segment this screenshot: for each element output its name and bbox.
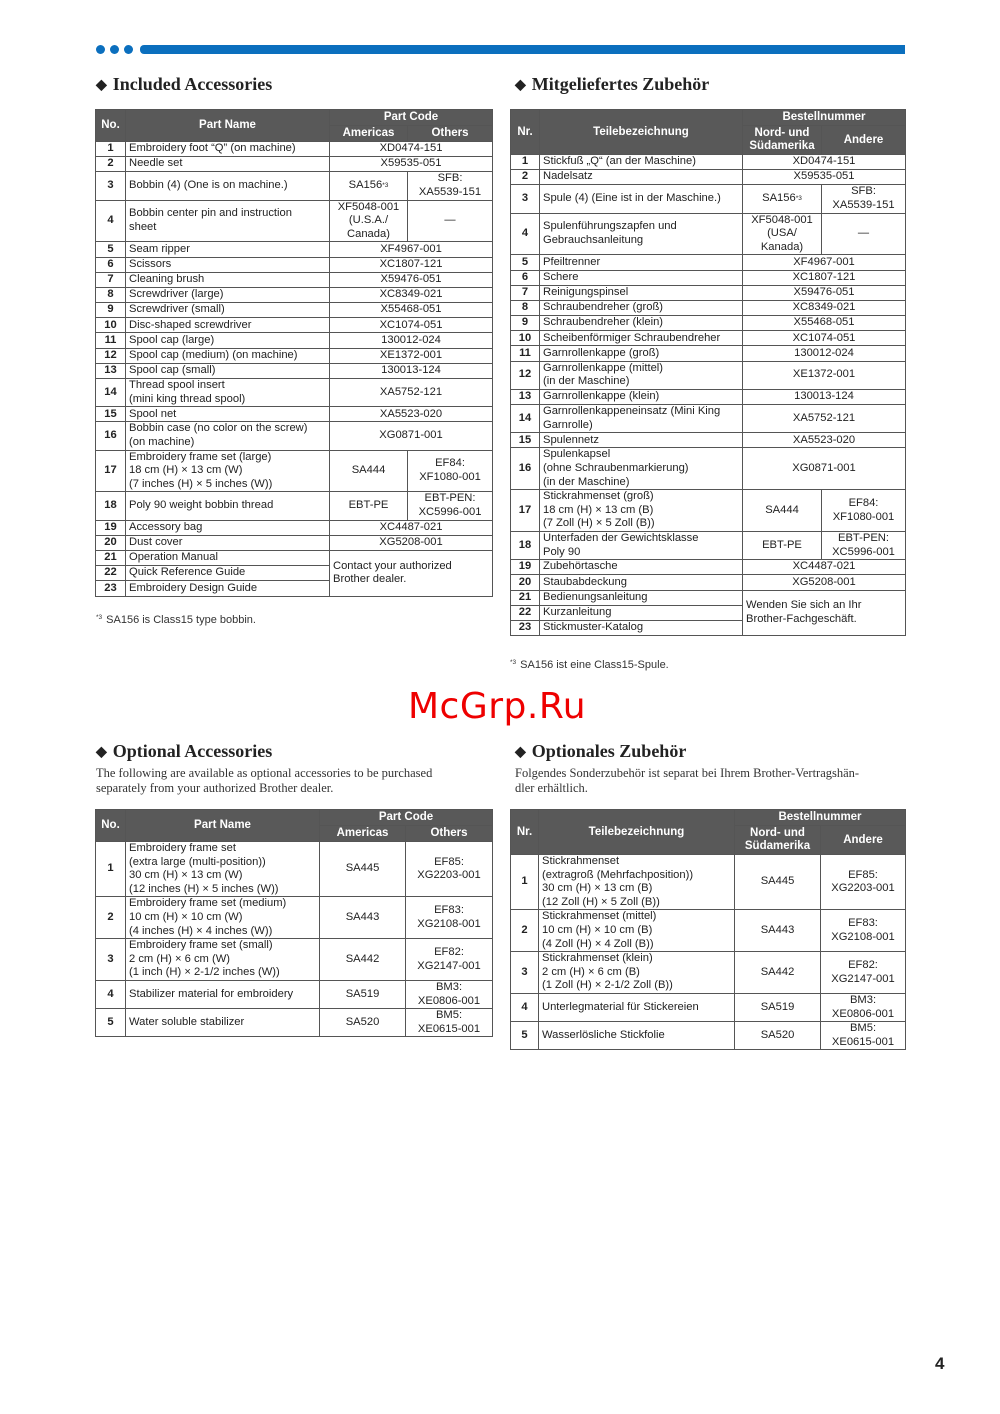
row-number: 6 (96, 257, 126, 272)
part-name: Spool net (126, 407, 330, 422)
header-part-name: Part Name (126, 810, 320, 842)
row-number: 5 (96, 1009, 126, 1037)
part-name: Pfeiltrenner (540, 255, 743, 270)
part-name: Embroidery frame set (medium) 10 cm (H) × 10 cm (W) (4 inches (H) × 4 inches (W)) (126, 897, 320, 939)
part-name: Spulennetz (540, 433, 743, 448)
part-name: Stickmuster-Katalog (540, 620, 743, 635)
others-code: SFB: XA5539-151 (822, 185, 906, 213)
row-number: 9 (511, 316, 540, 331)
table-row (511, 155, 906, 170)
part-name: Zubehörtasche (540, 560, 743, 575)
others-code: — (822, 213, 906, 255)
part-name: Stabilizer material for embroidery (126, 980, 320, 1008)
header-no: No. (96, 110, 126, 142)
part-code: 130012-024 (743, 346, 906, 361)
part-name: Stickrahmenset (groß) 18 cm (H) × 13 cm (B) (7 Zoll (H) × 5 Zoll (B)) (540, 490, 743, 532)
part-code: XA5752-121 (330, 379, 493, 407)
header-part-code: Part Code (330, 110, 493, 126)
row-number: 7 (96, 272, 126, 287)
americas-code: SA445 (320, 842, 406, 897)
part-code: X59535-051 (330, 157, 493, 172)
americas-code: EBT-PE (330, 492, 408, 520)
header-dot (110, 45, 119, 54)
watermark: McGrp.Ru (408, 686, 587, 727)
row-number: 14 (511, 405, 540, 433)
part-name: Reinigungspinsel (540, 285, 743, 300)
row-number: 7 (511, 285, 540, 300)
row-number: 19 (511, 560, 540, 575)
part-name: Embroidery frame set (extra large (multi-position)) 30 cm (H) × 13 cm (W) (12 inches (H) × 5 inches (W)) (126, 842, 320, 897)
footnote-text: SA156 ist eine Class15-Spule. (520, 659, 669, 671)
part-code: XD0474-151 (743, 155, 906, 170)
footnote (510, 659, 669, 671)
americas-code: SA442 (735, 952, 821, 994)
optional-intro (96, 766, 496, 796)
table-row (511, 590, 906, 605)
header-americas: Americas (320, 826, 406, 842)
row-number: 9 (96, 303, 126, 318)
table-row (96, 520, 493, 535)
part-name: Nadelsatz (540, 170, 743, 185)
table-row (511, 952, 906, 994)
row-number: 4 (96, 980, 126, 1008)
table-row (96, 333, 493, 348)
row-number: 8 (96, 287, 126, 302)
part-code: XF4967-001 (330, 242, 493, 257)
part-name: Seam ripper (126, 242, 330, 257)
table-row (511, 389, 906, 404)
part-code: XC1074-051 (743, 331, 906, 346)
part-name: Garnrollenkappeneinsatz (Mini King Garnrolle) (540, 405, 743, 433)
mitgeliefertes-zubehoer-heading (515, 74, 709, 95)
part-name: Bedienungsanleitung (540, 590, 743, 605)
part-code: XC8349-021 (330, 287, 493, 302)
americas-code: SA520 (735, 1022, 821, 1050)
part-name: Garnrollenkappe (mittel) (in der Maschine) (540, 361, 743, 389)
diamond-icon: ◆ (96, 78, 107, 93)
row-number: 15 (96, 407, 126, 422)
table-row (96, 407, 493, 422)
optional-accessories-table (95, 809, 493, 1037)
table-row (96, 303, 493, 318)
table-row (511, 910, 906, 952)
table-row (511, 300, 906, 315)
header-part-name: Teilebezeichnung (540, 110, 743, 155)
optional-accessories-heading (96, 741, 272, 762)
table-row (511, 316, 906, 331)
row-number: 8 (511, 300, 540, 315)
part-code: XC8349-021 (743, 300, 906, 315)
table-row (96, 897, 493, 939)
row-number: 5 (511, 1022, 539, 1050)
included-accessories-heading (96, 74, 272, 95)
part-name: Embroidery frame set (large) 18 cm (H) × 13 cm (W) (7 inches (H) × 5 inches (W)) (126, 450, 330, 492)
others-code: EF85: XG2203-001 (821, 855, 906, 910)
part-name: Screwdriver (small) (126, 303, 330, 318)
americas-code: SA444 (330, 450, 408, 492)
others-code: — (408, 200, 493, 242)
part-name: Spool cap (large) (126, 333, 330, 348)
part-name: Dust cover (126, 535, 330, 550)
americas-code: SA443 (735, 910, 821, 952)
others-code: BM5: XE0615-001 (406, 1009, 493, 1037)
heading-text: Mitgeliefertes Zubehör (531, 74, 710, 94)
others-code: EF82: XG2147-001 (406, 939, 493, 981)
part-code: XG5208-001 (743, 575, 906, 590)
row-number: 4 (511, 993, 539, 1021)
header-others: Andere (821, 826, 906, 855)
row-number: 3 (96, 939, 126, 981)
row-number: 10 (96, 318, 126, 333)
diamond-icon: ◆ (515, 745, 526, 760)
part-name: Spulenführungszapfen und Gebrauchsanleitung (540, 213, 743, 255)
part-name: Embroidery Design Guide (126, 581, 330, 596)
header-americas: Nord- und Südamerika (743, 126, 822, 155)
others-code: BM3: XE0806-001 (821, 993, 906, 1021)
table-row (96, 939, 493, 981)
table-row (511, 433, 906, 448)
part-code: X55468-051 (330, 303, 493, 318)
row-number: 5 (511, 255, 540, 270)
americas-code: SA442 (320, 939, 406, 981)
part-name: Disc-shaped screwdriver (126, 318, 330, 333)
table-row (96, 172, 493, 200)
part-name: Schraubendreher (groß) (540, 300, 743, 315)
part-name: Screwdriver (large) (126, 287, 330, 302)
others-code: EBT-PEN: XC5996-001 (822, 531, 906, 559)
table-row (511, 575, 906, 590)
header-part-name: Teilebezeichnung (539, 810, 735, 855)
part-code: XA5523-020 (743, 433, 906, 448)
part-code: X59476-051 (743, 285, 906, 300)
part-code: X55468-051 (743, 316, 906, 331)
header-others: Andere (822, 126, 906, 155)
header-part-code: Bestellnummer (735, 810, 906, 826)
row-number: 21 (511, 590, 540, 605)
row-number: 3 (96, 172, 126, 200)
diamond-icon: ◆ (515, 78, 526, 93)
part-name: Spool cap (medium) (on machine) (126, 348, 330, 363)
americas-code: SA520 (320, 1009, 406, 1037)
part-name: Unterfaden der Gewichtsklasse Poly 90 (540, 531, 743, 559)
americas-code: SA519 (320, 980, 406, 1008)
others-code: EF83: XG2108-001 (821, 910, 906, 952)
row-number: 23 (511, 620, 540, 635)
table-row (96, 257, 493, 272)
others-code: BM5: XE0615-001 (821, 1022, 906, 1050)
others-code: EF84: XF1080-001 (822, 490, 906, 532)
table-row (511, 855, 906, 910)
others-code: SFB: XA5539-151 (408, 172, 493, 200)
others-code: EF83: XG2108-001 (406, 897, 493, 939)
table-row (96, 492, 493, 520)
heading-text: Optionales Zubehör (531, 741, 687, 761)
part-name: Bobbin center pin and instruction sheet (126, 200, 330, 242)
part-code: XC1807-121 (743, 270, 906, 285)
part-name: Needle set (126, 157, 330, 172)
part-name: Scheibenförmiger Schraubendreher (540, 331, 743, 346)
table-row (96, 422, 493, 450)
part-name: Operation Manual (126, 550, 330, 565)
part-code: X59535-051 (743, 170, 906, 185)
header-dot (96, 45, 105, 54)
americas-code: SA445 (735, 855, 821, 910)
table-row (511, 448, 906, 490)
row-number: 13 (96, 363, 126, 378)
table-row (511, 270, 906, 285)
row-number: 4 (96, 200, 126, 242)
part-name: Accessory bag (126, 520, 330, 535)
row-number: 11 (511, 346, 540, 361)
americas-code: SA156$^{*3}$ (743, 185, 822, 213)
header-part-name: Part Name (126, 110, 330, 142)
table-row (96, 157, 493, 172)
part-code: XC1074-051 (330, 318, 493, 333)
row-number: 1 (511, 855, 539, 910)
page-number: 4 (935, 1354, 945, 1373)
table-row (96, 142, 493, 157)
part-name: Wasserlösliche Stickfolie (539, 1022, 735, 1050)
header-dot (124, 45, 133, 54)
part-name: Stickrahmenset (mittel) 10 cm (H) × 10 cm (B) (4 Zoll (H) × 4 Zoll (B)) (539, 910, 735, 952)
part-code: XG0871-001 (743, 448, 906, 490)
row-number: 19 (96, 520, 126, 535)
row-number: 12 (96, 348, 126, 363)
row-number: 3 (511, 185, 540, 213)
part-code: XC1807-121 (330, 257, 493, 272)
row-number: 5 (96, 242, 126, 257)
americas-code: EBT-PE (743, 531, 822, 559)
table-row (96, 379, 493, 407)
header-part-code: Part Code (320, 810, 493, 826)
part-name: Water soluble stabilizer (126, 1009, 320, 1037)
row-number: 16 (511, 448, 540, 490)
row-number: 4 (511, 213, 540, 255)
americas-code: SA519 (735, 993, 821, 1021)
table-row (96, 200, 493, 242)
row-number: 1 (96, 142, 126, 157)
table-row (96, 242, 493, 257)
part-name: Cleaning brush (126, 272, 330, 287)
part-name: Kurzanleitung (540, 605, 743, 620)
part-name: Spule (4) (Eine ist in der Maschine.) (540, 185, 743, 213)
part-name: Stickrahmenset (klein) 2 cm (H) × 6 cm (B) (1 Zoll (H) × 2-1/2 Zoll (B)) (539, 952, 735, 994)
others-code: EF84: XF1080-001 (408, 450, 493, 492)
part-code: XA5752-121 (743, 405, 906, 433)
americas-code: SA443 (320, 897, 406, 939)
table-row (511, 170, 906, 185)
part-name: Garnrollenkappe (klein) (540, 389, 743, 404)
table-row (511, 346, 906, 361)
table-row (96, 318, 493, 333)
table-row (96, 272, 493, 287)
row-number: 6 (511, 270, 540, 285)
row-number: 3 (511, 952, 539, 994)
part-code: XC4487-021 (743, 560, 906, 575)
row-number: 2 (511, 170, 540, 185)
part-code: 130013-124 (743, 389, 906, 404)
intro-text: Folgendes Sonderzubehör ist separat bei Ihrem Brother-Vertragshän- dler erhältlich. (515, 766, 860, 795)
header-part-code: Bestellnummer (743, 110, 906, 126)
contact-dealer-note: Wenden Sie sich an Ihr Brother-Fachgeschäft. (743, 590, 906, 636)
footnote (96, 614, 256, 626)
row-number: 17 (511, 490, 540, 532)
part-name: Garnrollenkappe (groß) (540, 346, 743, 361)
footnote-ref: *3 (795, 195, 802, 203)
header-no: Nr. (511, 810, 539, 855)
part-name: Quick Reference Guide (126, 566, 330, 581)
part-name: Bobbin (4) (One is on machine.) (126, 172, 330, 200)
row-number: 15 (511, 433, 540, 448)
footnote-mark: *3 (510, 659, 517, 666)
footnote-mark: *3 (96, 614, 103, 621)
part-code: XE1372-001 (330, 348, 493, 363)
part-name: Unterlegmaterial für Stickereien (539, 993, 735, 1021)
table-row (96, 550, 493, 565)
row-number: 18 (96, 492, 126, 520)
table-row (96, 363, 493, 378)
part-code: XE1372-001 (743, 361, 906, 389)
part-name: Embroidery frame set (small) 2 cm (H) × 6 cm (W) (1 inch (H) × 2-1/2 inches (W)) (126, 939, 320, 981)
optionales-zubehoer-heading (515, 741, 686, 762)
table-row (511, 331, 906, 346)
row-number: 13 (511, 389, 540, 404)
table-row (96, 348, 493, 363)
table-row (511, 993, 906, 1021)
row-number: 20 (96, 535, 126, 550)
table-row (511, 1022, 906, 1050)
part-code: 130013-124 (330, 363, 493, 378)
table-row (511, 531, 906, 559)
part-name: Schere (540, 270, 743, 285)
table-row (96, 1009, 493, 1037)
part-name: Stickrahmenset (extragroß (Mehrfachposition)) 30 cm (H) × 13 cm (B) (12 Zoll (H) × 5 Zoll (B)) (539, 855, 735, 910)
row-number: 23 (96, 581, 126, 596)
part-code: XA5523-020 (330, 407, 493, 422)
table-row (511, 490, 906, 532)
row-number: 10 (511, 331, 540, 346)
diamond-icon: ◆ (96, 745, 107, 760)
optionales-zubehoer-table (510, 809, 906, 1050)
table-row (96, 450, 493, 492)
part-code: XG5208-001 (330, 535, 493, 550)
table-row (96, 980, 493, 1008)
table-row (511, 285, 906, 300)
part-code: XG0871-001 (330, 422, 493, 450)
header-decoration-bar (96, 44, 905, 55)
table-row (511, 185, 906, 213)
row-number: 14 (96, 379, 126, 407)
part-name: Schraubendreher (klein) (540, 316, 743, 331)
intro-text: The following are available as optional accessories to be purchased separately from your authorized Brother dealer. (96, 766, 433, 795)
table-row (511, 560, 906, 575)
row-number: 21 (96, 550, 126, 565)
row-number: 17 (96, 450, 126, 492)
part-name: Bobbin case (no color on the screw) (on machine) (126, 422, 330, 450)
header-others: Others (408, 126, 493, 142)
table-row (511, 213, 906, 255)
table-row (96, 842, 493, 897)
header-bar (140, 45, 905, 54)
mitgeliefertes-zubehoer-table (510, 109, 906, 636)
part-code: XD0474-151 (330, 142, 493, 157)
heading-text: Included Accessories (112, 74, 273, 94)
part-name: Staubabdeckung (540, 575, 743, 590)
americas-code: XF5048-001 (U.S.A./ Canada) (330, 200, 408, 242)
row-number: 2 (96, 897, 126, 939)
row-number: 1 (96, 842, 126, 897)
contact-dealer-note: Contact your authorized Brother dealer. (330, 550, 493, 596)
heading-text: Optional Accessories (112, 741, 273, 761)
others-code: EF82: XG2147-001 (821, 952, 906, 994)
americas-code: SA156$^{*3}$ (330, 172, 408, 200)
others-code: EBT-PEN: XC5996-001 (408, 492, 493, 520)
row-number: 20 (511, 575, 540, 590)
header-no: No. (96, 810, 126, 842)
part-code: XF4967-001 (743, 255, 906, 270)
table-row (96, 287, 493, 302)
americas-code: XF5048-001 (USA/ Kanada) (743, 213, 822, 255)
header-others: Others (406, 826, 493, 842)
part-code: X59476-051 (330, 272, 493, 287)
americas-code: SA444 (743, 490, 822, 532)
header-americas: Nord- und Südamerika (735, 826, 821, 855)
row-number: 18 (511, 531, 540, 559)
row-number: 22 (511, 605, 540, 620)
others-code: BM3: XE0806-001 (406, 980, 493, 1008)
header-no: Nr. (511, 110, 540, 155)
row-number: 11 (96, 333, 126, 348)
part-name: Poly 90 weight bobbin thread (126, 492, 330, 520)
part-name: Spool cap (small) (126, 363, 330, 378)
row-number: 2 (96, 157, 126, 172)
footnote-text: SA156 is Class15 type bobbin. (106, 614, 256, 626)
others-code: EF85: XG2203-001 (406, 842, 493, 897)
part-name: Embroidery foot “Q” (on machine) (126, 142, 330, 157)
table-row (96, 535, 493, 550)
header-americas: Americas (330, 126, 408, 142)
row-number: 16 (96, 422, 126, 450)
table-row (511, 405, 906, 433)
row-number: 12 (511, 361, 540, 389)
part-name: Spulenkapsel (ohne Schraubenmarkierung) (in der Maschine) (540, 448, 743, 490)
footnote-ref: *3 (382, 182, 389, 190)
optional-intro (515, 766, 905, 796)
row-number: 1 (511, 155, 540, 170)
part-name: Stickfuß „Q“ (an der Maschine) (540, 155, 743, 170)
part-code: 130012-024 (330, 333, 493, 348)
row-number: 22 (96, 566, 126, 581)
part-code: XC4487-021 (330, 520, 493, 535)
part-name: Thread spool insert (mini king thread spool) (126, 379, 330, 407)
part-name: Scissors (126, 257, 330, 272)
table-row (511, 255, 906, 270)
table-row (511, 361, 906, 389)
row-number: 2 (511, 910, 539, 952)
included-accessories-table (95, 109, 493, 597)
